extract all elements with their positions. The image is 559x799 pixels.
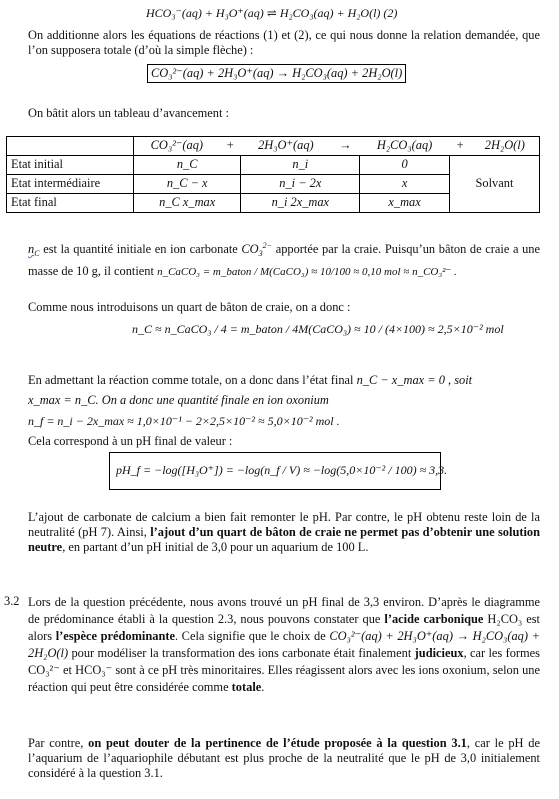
s32-equation: CO₃²⁻(aq) + 2H₃O⁺(aq) → H₂CO₃(aq) + 2H₂O(l) bbox=[28, 629, 540, 660]
s32-text-5: , car les formes CO₃²⁻ et HCO₃⁻ sont à ce pH très minoritaires. Elles réagissent alors avec les ions oxonium, selon une réaction qui peut être considérée comme bbox=[28, 646, 540, 694]
equation-total: CO₃²⁻(aq) + 2H₃O⁺(aq) → H₂CO₃(aq) + 2H₂O(l) bbox=[147, 64, 406, 83]
paragraph-conclusion bbox=[28, 510, 540, 555]
table-head-arrow: → bbox=[331, 137, 360, 156]
paragraph-final bbox=[28, 370, 540, 410]
carbonate-symbol: $CO_3^{2-}$ bbox=[241, 241, 273, 258]
table-head-acid: H₂CO₃(aq) bbox=[360, 137, 450, 156]
table-head-plus: + bbox=[220, 137, 241, 156]
reaction-table bbox=[6, 136, 540, 213]
cell: 0 bbox=[360, 156, 450, 175]
cell: n_C − x bbox=[134, 175, 241, 194]
s32-text-6: . bbox=[261, 680, 265, 694]
cell: n_C x_max bbox=[134, 194, 241, 213]
p9-bold: on peut douter de la pertinence de l’étude proposée à la question 3.1 bbox=[88, 736, 467, 750]
row-label: Etat initial bbox=[7, 156, 134, 175]
conclusion-text-2: , en partant d’un pH initial de 3,0 pour un aquarium de 100 L. bbox=[62, 540, 369, 555]
s32-bold-2: l’espèce prédominante bbox=[55, 629, 175, 643]
paragraph-addition: On additionne alors les équations de réactions (1) et (2), ce qui nous donne la relation demandée, que l’on supposera totale (d’où la simple flèche) : bbox=[28, 28, 540, 58]
s32-text-3: . Cela signifie que le choix de bbox=[174, 629, 326, 643]
conclusion-text-1: L’ajout de carbonate de calcium a bien fait remonter le pH. Par contre, le pH obtenu reste loin de la neutralité (pH 7). Ainsi, bbox=[28, 510, 540, 540]
p9-text-1: Par contre, bbox=[28, 736, 89, 750]
table-row bbox=[7, 156, 540, 175]
paragraph-ph: Cela correspond à un pH final de valeur : bbox=[28, 434, 233, 448]
cell: x bbox=[360, 175, 450, 194]
equation-ph-box bbox=[109, 452, 448, 490]
s32-text-2: H₂CO₃ est alors bbox=[28, 612, 540, 643]
table-head-water: 2H₂O(l) bbox=[471, 137, 540, 156]
solvant-cell: Solvant bbox=[449, 156, 539, 213]
cell: n_C bbox=[134, 156, 241, 175]
paragraph-quart: Comme nous introduisons un quart de bâton de craie, on a donc : bbox=[28, 300, 351, 314]
table-header-row bbox=[7, 137, 540, 156]
paragraph-pertinence bbox=[28, 736, 540, 781]
paragraph-final-a: En admettant la réaction comme totale, on a donc dans l’état final bbox=[28, 373, 354, 387]
cell: n_i bbox=[241, 156, 360, 175]
table-head-oxonium: 2H₃O⁺(aq) bbox=[241, 137, 331, 156]
equation-xmax-zero: n_C − x_max = 0 , soit bbox=[356, 373, 473, 387]
row-label: Etat intermédiaire bbox=[7, 175, 134, 194]
paragraph-nc-b: apportée par la craie. Puisqu’un bâton de craie a une masse de 10 g, il contient bbox=[28, 242, 541, 278]
s32-bold-1: l’acide carbonique bbox=[384, 612, 484, 626]
s32-text-4: pour modéliser la transformation des ions carbonate était finalement bbox=[68, 646, 415, 660]
equation-total-box bbox=[147, 64, 406, 83]
s32-bold-4: totale bbox=[231, 680, 262, 694]
equation-nf: n_f = n_i − 2x_max ≈ 1,0×10⁻¹ − 2×2,5×10⁻² ≈ 5,0×10⁻² mol . bbox=[28, 414, 340, 428]
paragraph-3-2 bbox=[28, 594, 540, 696]
table-head-plus2: + bbox=[449, 137, 470, 156]
section-number-3-2: 3.2 bbox=[4, 594, 20, 608]
formula-ncaco3: n_CaCO₃ = m_baton / M(CaCO₃) ≈ 10/100 ≈ 0,10 mol ≈ n_CO₃²⁻ . bbox=[157, 266, 457, 278]
conclusion-bold: l’ajout d’un quart de bâton de craie ne permet pas d’obtenir une solution neutre bbox=[28, 525, 540, 555]
nc-symbol: $n_C$ bbox=[28, 242, 40, 258]
row-label: Etat final bbox=[7, 194, 134, 213]
s32-text-1: Lors de la question précédente, nous avons trouvé un pH final de 3,3 environ. D’après le diagramme de prédominance établi à la question 2.3, nous pouvons constater que bbox=[28, 595, 540, 626]
cell: x_max bbox=[360, 194, 450, 213]
cell: n_i − 2x bbox=[241, 175, 360, 194]
s32-bold-3: judicieux bbox=[414, 646, 464, 660]
paragraph-nc bbox=[28, 238, 540, 283]
equation-2: HCO₃⁻(aq) + H₃O⁺(aq) ⇌ H₂CO₃(aq) + H₂O(l) (2) bbox=[146, 6, 398, 20]
p9-text-2: , car le pH de l’aquarium de l’aquariophile débutant est plus proche de la neutralité que le pH de 3,0 initialement considéré à la question 3.1. bbox=[28, 736, 540, 781]
table-corner bbox=[7, 137, 134, 156]
equation-xmax: x_max = n_C. On a donc une quantité finale en ion oxonium bbox=[28, 393, 329, 407]
equation-ph: pH_f = −log([H₃O⁺]) = −log(n_f / V) ≈ −log(5,0×10⁻² / 100) ≈ 3,3. bbox=[116, 463, 448, 477]
paragraph-nc-a: est la quantité initiale en ion carbonate bbox=[43, 242, 238, 256]
equation-nc: n_C ≈ n_CaCO₃ / 4 = m_baton / 4M(CaCO₃) ≈ 10 / (4×100) ≈ 2,5×10⁻² mol bbox=[132, 322, 504, 336]
table-head-carbonate: CO₃²⁻(aq) bbox=[134, 137, 220, 156]
cell: n_i 2x_max bbox=[241, 194, 360, 213]
paragraph-tableau: On bâtit alors un tableau d’avancement : bbox=[28, 106, 229, 120]
